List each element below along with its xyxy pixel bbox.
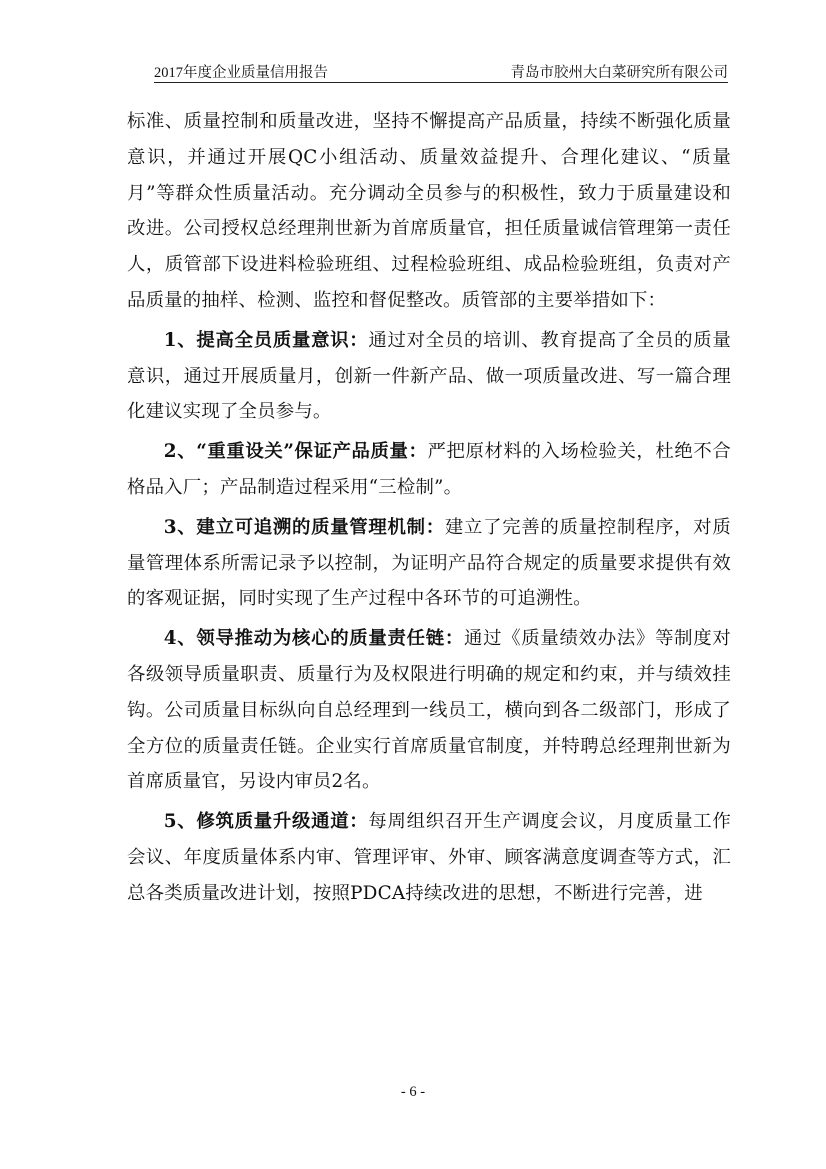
page-header [154, 58, 728, 83]
item-text-3: 建立了完善的质量控制程序，对质量管理体系所需记录予以控制，为证明产品符合规定的质量要求提供有效的客观证据，同时实现了生产过程中各环节的可追溯性。 [127, 516, 731, 610]
item-heading-5: 5、修筑质量升级通道： [163, 811, 369, 833]
item-text-5: 每周组织召开生产调度会议，月度质量工作会议、年度质量体系内审、管理评审、外审、顾客满意度调查等方式，汇总各类质量改进计划，按照PDCA持续改进的思想，不断进行完善，进 [127, 811, 731, 904]
header-company-name: 青岛市胶州大白菜研究所有限公司 [510, 65, 728, 81]
item-text-4: 通过《质量绩效办法》等制度对各级领导质量职责、质量行为及权限进行明确的规定和约束，并与绩效挂钩。公司质量目标纵向自总经理到一线员工，横向到各二级部门，形成了全方位的质量责任链。企业实行首席质量官制度，并特聘总经理荆世新为首席质量官，另设内审员2名。 [127, 628, 731, 793]
item-text-2: 严把原材料的入场检验关，杜绝不合格品入厂；产品制造过程采用“三检制”。 [127, 441, 732, 498]
item-paragraph-4 [127, 621, 731, 800]
item-heading-4: 4、领导推动为核心的质量责任链： [163, 628, 464, 650]
item-paragraph-3 [127, 510, 731, 617]
item-paragraph-1 [127, 323, 731, 430]
document-body [127, 104, 731, 916]
item-text-1: 通过对全员的培训、教育提高了全员的质量意识，通过开展质量月，创新一件新产品、做一项质量改进、写一篇合理化建议实现了全员参与。 [127, 329, 731, 423]
intro-paragraph: 标准、质量控制和质量改进，坚持不懈提高产品质量，持续不断强化质量意识，并通过开展QC小组活动、质量效益提升、合理化建议、“质量月”等群众性质量活动。充分调动全员参与的积极性，致力于质量建设和改进。公司授权总经理荆世新为首席质量官，担任质量诚信管理第一责任人，质管部下设进料检验班组、过程检验班组、成品检验班组，负责对产品质量的抽样、检测、监控和督促整改。质管部的主要举措如下： [127, 111, 731, 311]
item-heading-2: 2、“重重设关”保证产品质量： [163, 441, 428, 463]
item-heading-1: 1、提高全员质量意识： [163, 329, 369, 351]
page-number: - 6 - [400, 1084, 426, 1100]
item-paragraph-2 [127, 434, 731, 506]
header-report-title: 2017年度企业质量信用报告 [154, 65, 328, 81]
item-heading-3: 3、建立可追溯的质量管理机制： [163, 516, 445, 538]
item-paragraph-5 [127, 804, 731, 911]
